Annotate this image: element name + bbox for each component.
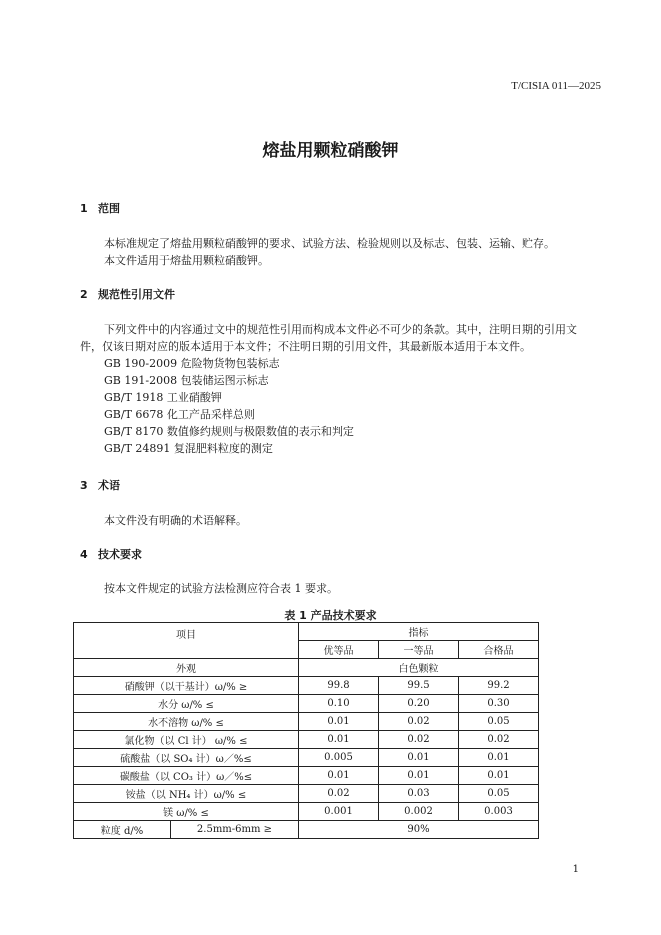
row-value-cell: 90%: [299, 821, 539, 839]
row-label-cell: 外观: [74, 659, 299, 677]
row-value-cell: 0.01: [299, 731, 379, 749]
section-title: 术语: [98, 479, 120, 492]
page-number: 1: [572, 864, 579, 875]
table-row: [74, 677, 539, 695]
scope-paragraph-1: 本标准规定了熔盐用颗粒硝酸钾的要求、试验方法、检验规则以及标志、包装、运输、贮存。: [104, 237, 555, 250]
header-item-cell: 项目: [74, 623, 299, 659]
row-value-cell: 0.03: [379, 785, 459, 803]
reference-item: GB 190-2009 危险物货物包装标志: [104, 357, 280, 370]
row-label-cell: 镁 ω/% ≤: [74, 803, 299, 821]
row-value-cell: 0.01: [379, 749, 459, 767]
row-label-cell: 粒度 d/%: [74, 821, 171, 839]
row-value-cell: 0.02: [299, 785, 379, 803]
table-row: [74, 749, 539, 767]
section-heading-scope: [80, 200, 120, 216]
table-header-row: [74, 623, 539, 641]
row-value-cell: 0.05: [459, 785, 539, 803]
row-value-cell: 0.001: [299, 803, 379, 821]
table-row: [74, 695, 539, 713]
row-value-cell: 0.01: [459, 767, 539, 785]
refs-intro-line-1: 下列文件中的内容通过文中的规范性引用而构成本文件必不可少的条款。其中，注明日期的引用文: [104, 323, 577, 336]
technical-paragraph: 按本文件规定的试验方法检测应符合表 1 要求。: [104, 582, 338, 595]
row-value-cell: 0.003: [459, 803, 539, 821]
row-label-cell: 水分 ω/% ≤: [74, 695, 299, 713]
grade-cell: 合格品: [459, 641, 539, 659]
reference-item: GB 191-2008 包装储运图示标志: [104, 374, 269, 387]
section-number: 2: [80, 288, 88, 301]
row-label-cell: 氯化物（以 Cl 计） ω/% ≤: [74, 731, 299, 749]
table-row: [74, 659, 539, 677]
table-row: [74, 785, 539, 803]
reference-item: GB/T 24891 复混肥料粒度的测定: [104, 442, 273, 455]
row-value-cell: 0.01: [299, 713, 379, 731]
row-label-cell: 水不溶物 ω/% ≤: [74, 713, 299, 731]
row-value-cell: 99.2: [459, 677, 539, 695]
table-caption: 表 1 产品技术要求: [284, 609, 377, 622]
row-value-cell: 0.02: [459, 731, 539, 749]
row-value-cell: 0.005: [299, 749, 379, 767]
table-row: [74, 713, 539, 731]
row-value-cell: 99.5: [379, 677, 459, 695]
section-number: 3: [80, 479, 88, 492]
row-sublabel-cell: 2.5mm-6mm ≥: [171, 821, 299, 839]
spec-table: [73, 622, 539, 839]
section-heading-terms: [80, 477, 120, 493]
header-index-cell: 指标: [299, 623, 539, 641]
row-label-cell: 碳酸盐（以 CO₃ 计）ω／%≤: [74, 767, 299, 785]
reference-item: GB/T 6678 化工产品采样总则: [104, 408, 255, 421]
section-number: 1: [80, 202, 88, 215]
standard-code: T/CISIA 011—2025: [511, 80, 601, 92]
terms-paragraph: 本文件没有明确的术语解释。: [104, 514, 247, 527]
scope-paragraph-2: 本文件适用于熔盐用颗粒硝酸钾。: [104, 254, 269, 267]
reference-item: GB/T 1918 工业硝酸钾: [104, 391, 222, 404]
row-label-cell: 铵盐（以 NH₄ 计）ω/% ≤: [74, 785, 299, 803]
section-heading-references: [80, 286, 175, 302]
document-title: 熔盐用颗粒硝酸钾: [262, 141, 399, 161]
row-value-cell: 0.002: [379, 803, 459, 821]
row-value-cell: 0.05: [459, 713, 539, 731]
row-value-cell: 0.10: [299, 695, 379, 713]
section-number: 4: [80, 548, 88, 561]
row-value-cell: 0.01: [379, 767, 459, 785]
row-value-cell: 0.02: [379, 731, 459, 749]
refs-intro-line-2: 件，仅该日期对应的版本适用于本文件；不注明日期的引用文件，其最新版本适用于本文件。: [80, 340, 531, 353]
row-label-cell: 硝酸钾（以干基计）ω/% ≥: [74, 677, 299, 695]
row-value-cell: 白色颗粒: [299, 659, 539, 677]
grade-cell: 一等品: [379, 641, 459, 659]
reference-item: GB/T 8170 数值修约规则与极限数值的表示和判定: [104, 425, 354, 438]
table-row: [74, 767, 539, 785]
row-value-cell: 0.30: [459, 695, 539, 713]
section-heading-technical: [80, 546, 142, 562]
row-label-cell: 硫酸盐（以 SO₄ 计）ω／%≤: [74, 749, 299, 767]
row-value-cell: 99.8: [299, 677, 379, 695]
table-row: [74, 821, 539, 839]
section-title: 范围: [98, 202, 120, 215]
row-value-cell: 0.20: [379, 695, 459, 713]
grade-cell: 优等品: [299, 641, 379, 659]
row-value-cell: 0.02: [379, 713, 459, 731]
section-title: 规范性引用文件: [98, 288, 175, 301]
row-value-cell: 0.01: [459, 749, 539, 767]
section-title: 技术要求: [98, 548, 142, 561]
table-row: [74, 803, 539, 821]
table-row: [74, 731, 539, 749]
row-value-cell: 0.01: [299, 767, 379, 785]
